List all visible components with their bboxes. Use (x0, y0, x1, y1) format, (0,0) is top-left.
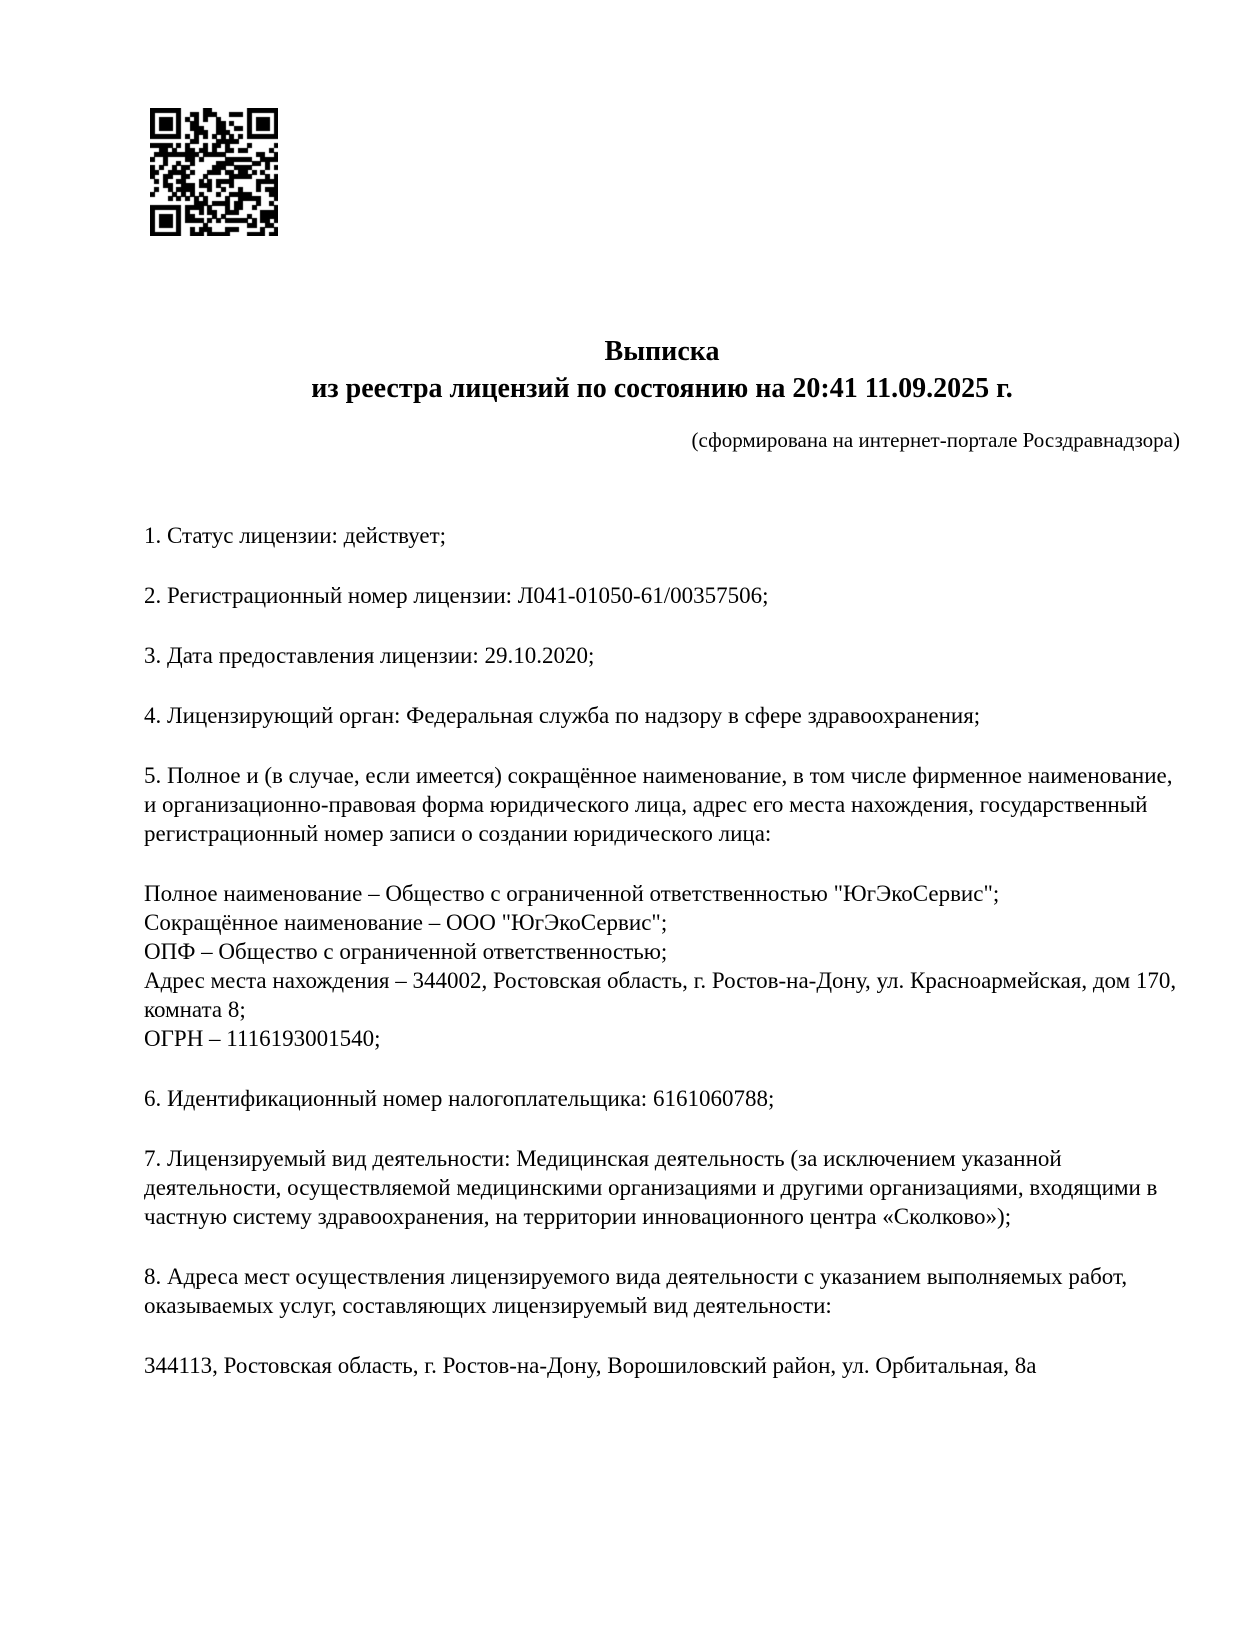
document-title (144, 333, 1180, 407)
legal-entity-ogrn: ОГРН – 1116193001540; (144, 1026, 381, 1051)
qr-code-icon (150, 108, 278, 236)
paragraph-licensed-activity: 7. Лицензируемый вид деятельности: Медицинская деятельность (за исключением указанной деятельности, осуществляемой медицинскими организациями и другими организациями, входящими в частную систему здравоохранения, на территории инновационного центра «Сколково»); (144, 1146, 1158, 1229)
paragraph-inn: 6. Идентификационный номер налогоплательщика: 6161060788; (144, 1086, 775, 1111)
paragraph-registration-number: 2. Регистрационный номер лицензии: Л041-01050-61/00357506; (144, 583, 769, 608)
paragraph-activity-addresses-heading: 8. Адреса мест осуществления лицензируемого вида деятельности с указанием выполняемых работ, оказываемых услуг, составляющих лицензируемый вид деятельности: (144, 1264, 1128, 1318)
document-subtitle: (сформирована на интернет-портале Росздравнадзора) (691, 428, 1180, 452)
paragraph-legal-entity-details (144, 879, 1180, 1053)
paragraph-grant-date: 3. Дата предоставления лицензии: 29.10.2020; (144, 643, 595, 668)
document-title-line2: из реестра лицензий по состоянию на 20:41 11.09.2025 г. (311, 373, 1013, 404)
paragraph-legal-entity-heading: 5. Полное и (в случае, если имеется) сокращённое наименование, в том числе фирменное наименование, и организационно-правовая форма юридического лица, адрес его места нахождения, государственный регистрационный номер записи о создании юридического лица: (144, 763, 1173, 846)
paragraph-status: 1. Статус лицензии: действует; (144, 523, 447, 548)
legal-entity-short-name: Сокращённое наименование – ООО "ЮгЭкоСервис"; (144, 910, 668, 935)
paragraph-activity-address: 344113, Ростовская область, г. Ростов-на-Дону, Ворошиловский район, ул. Орбитальная, 8а (144, 1353, 1037, 1378)
legal-entity-opf: ОПФ – Общество с ограниченной ответственностью; (144, 939, 668, 964)
document-title-line1: Выписка (604, 336, 720, 367)
document-body (144, 521, 1180, 1380)
legal-entity-full-name: Полное наименование – Общество с ограниченной ответственностью "ЮгЭкоСервис"; (144, 881, 1000, 906)
legal-entity-address: Адрес места нахождения – 344002, Ростовская область, г. Ростов-на-Дону, ул. Красноармейская, дом 170, комната 8; (144, 968, 1177, 1022)
paragraph-licensing-authority: 4. Лицензирующий орган: Федеральная служба по надзору в сфере здравоохранения; (144, 703, 981, 728)
